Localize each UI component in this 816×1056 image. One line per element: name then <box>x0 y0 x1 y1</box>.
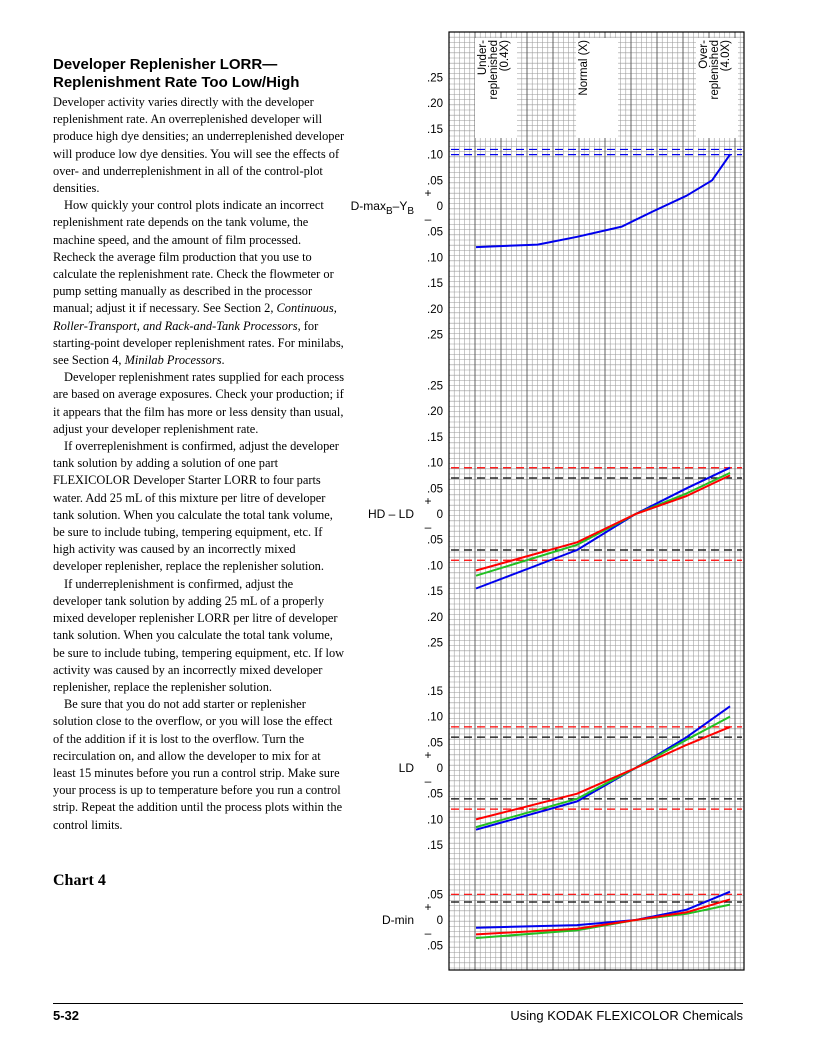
paragraph-1: Developer activity varies directly with the developer replenishment rate. An overreplenished developer will produce high dye densities; an underreplenished developer will produce low dye densities. You will see the effects of over- and underreplenishment in all of the control-plot densities. <box>53 95 345 196</box>
tick-label: .10 <box>427 711 443 724</box>
paragraph-4: If overreplenishment is confirmed, adjust the developer tank solution by adding a solution of one part FLEXICOLOR Developer Starter LORR to four parts water. Add 25 mL of this mixture per litre of developer tank solution. When you calculate the total tank volume, be sure to include tubing, tempering equipment, etc. If high activity was caused by an incorrectly mixed developer replenisher, replace the replenisher solution. <box>53 439 339 574</box>
plus-sign: + <box>424 494 432 508</box>
tick-label: .05 <box>427 889 443 902</box>
italic-ref-minilab: Minilab Processors <box>124 353 222 368</box>
tick-label: .10 <box>427 149 443 162</box>
page-number: 5-32 <box>53 1008 80 1023</box>
panel-label-dash: –Y <box>392 199 408 213</box>
tick-label: .05 <box>427 534 443 547</box>
panel-label-sub: B <box>407 206 414 217</box>
tick-label: 0 <box>436 915 443 927</box>
panel-label <box>368 507 414 521</box>
column-label-line: Under- <box>477 40 489 76</box>
column-label-line: replenished <box>709 40 721 100</box>
tick-label: .25 <box>427 329 443 342</box>
tick-label: 0 <box>436 201 443 213</box>
paragraph-5: If underreplenishment is confirmed, adjust the developer tank solution by adding 25 mL of a properly mixed developer replenisher LORR per litre of developer tank solution. When you calculate the total tank volume, be sure to include tubing, tempering equipment, etc. If low activity was caused by an incorrectly mixed developer replenisher, replace the replenisher solution. <box>53 576 345 694</box>
panel-label-dash: – LD <box>385 507 414 521</box>
tick-label: .15 <box>427 431 443 444</box>
heading-line-1: Developer Replenisher LORR— <box>53 56 278 73</box>
panel-label <box>399 761 415 775</box>
tick-label: .10 <box>427 814 443 827</box>
chart-title: Chart 4 <box>53 872 106 889</box>
tick-label: 0 <box>436 763 443 775</box>
tick-label: .10 <box>427 560 443 573</box>
column-label-line: (4.0X) <box>720 40 732 72</box>
tick-label: .15 <box>427 685 443 698</box>
minus-sign: – <box>424 212 432 226</box>
panel-label <box>382 913 414 927</box>
tick-label: .25 <box>427 380 443 393</box>
tick-label: .05 <box>427 483 443 496</box>
paragraph-3: Developer replenishment rates supplied for each process are based on average exposures. Check your production; if it appears that the film has more or less density than usual, adjust your developer replenishment rate. <box>53 370 345 436</box>
tick-label: .05 <box>427 940 443 953</box>
panel-label-main: LD <box>398 761 414 775</box>
tick-label: .05 <box>427 175 443 188</box>
tick-label: .05 <box>427 737 443 750</box>
panel-label-main: HD <box>367 507 386 521</box>
grid-background <box>449 32 744 970</box>
plus-sign: + <box>424 186 432 200</box>
tick-label: .20 <box>427 98 443 111</box>
tick-label: .15 <box>427 123 443 136</box>
column-label-line: replenished <box>488 40 500 100</box>
tick-label: .05 <box>427 788 443 801</box>
panel-label-main: D-min <box>382 913 414 927</box>
footer-title: Using KODAK FLEXICOLOR Chemicals <box>510 1008 743 1023</box>
tick-label: .20 <box>427 611 443 624</box>
tick-label: .15 <box>427 840 443 853</box>
panel-label-main: D-max <box>350 199 386 213</box>
column-label-line: Normal (X) <box>578 40 591 96</box>
tick-label: .20 <box>427 406 443 419</box>
tick-label: .25 <box>427 72 443 85</box>
tick-label: 0 <box>436 509 443 521</box>
footer-rule <box>53 1003 743 1004</box>
minus-sign: – <box>424 926 432 940</box>
panel-label <box>351 199 415 217</box>
tick-label: .20 <box>427 303 443 316</box>
minus-sign: – <box>424 520 432 534</box>
tick-label: .15 <box>427 278 443 291</box>
tick-label: .25 <box>427 637 443 650</box>
heading-line-2: Replenishment Rate Too Low/High <box>53 74 300 91</box>
tick-label: .10 <box>427 252 443 265</box>
column-label-line: (0.4X) <box>499 40 511 72</box>
tick-label: .10 <box>427 457 443 470</box>
tick-label: .15 <box>427 586 443 599</box>
paragraph-6: Be sure that you do not add starter or replenisher solution close to the overflow, or you will lose the effect of the addition if it is lost to the overflow. Turn the recirculation on, and allow the developer to mix for at least 15 minutes before you run a control strip. Make sure your process is up to temperature before you run a control strip. Repeat the addition until the process plots within the control limits. <box>53 697 343 832</box>
column-label-line: Over- <box>698 40 710 69</box>
paragraph-2: How quickly your control plots indicate an incorrect replenishment rate depends on the tank volume, the machine speed, and the amount of film processed. Recheck the average film production that you use to calculate the replenishment rate. Check the flowmeter or pump setting manually as described in the processor manual; adjust it if necessary. See Section 2, Continuous, Roller-Transport, and Rack-and-Tank Processors, for starting-point developer replenishment rates. For minilabs, see Section 4, Minilab Processors. <box>53 198 344 368</box>
plus-sign: + <box>424 748 432 762</box>
panel-label-sub: B <box>385 206 393 217</box>
minus-sign: – <box>424 774 432 788</box>
plus-sign: + <box>424 900 432 914</box>
tick-label: .05 <box>427 226 443 239</box>
italic-ref-continuous: Continuous, Roller-Transport, and Rack-and-Tank Processors <box>53 301 337 333</box>
